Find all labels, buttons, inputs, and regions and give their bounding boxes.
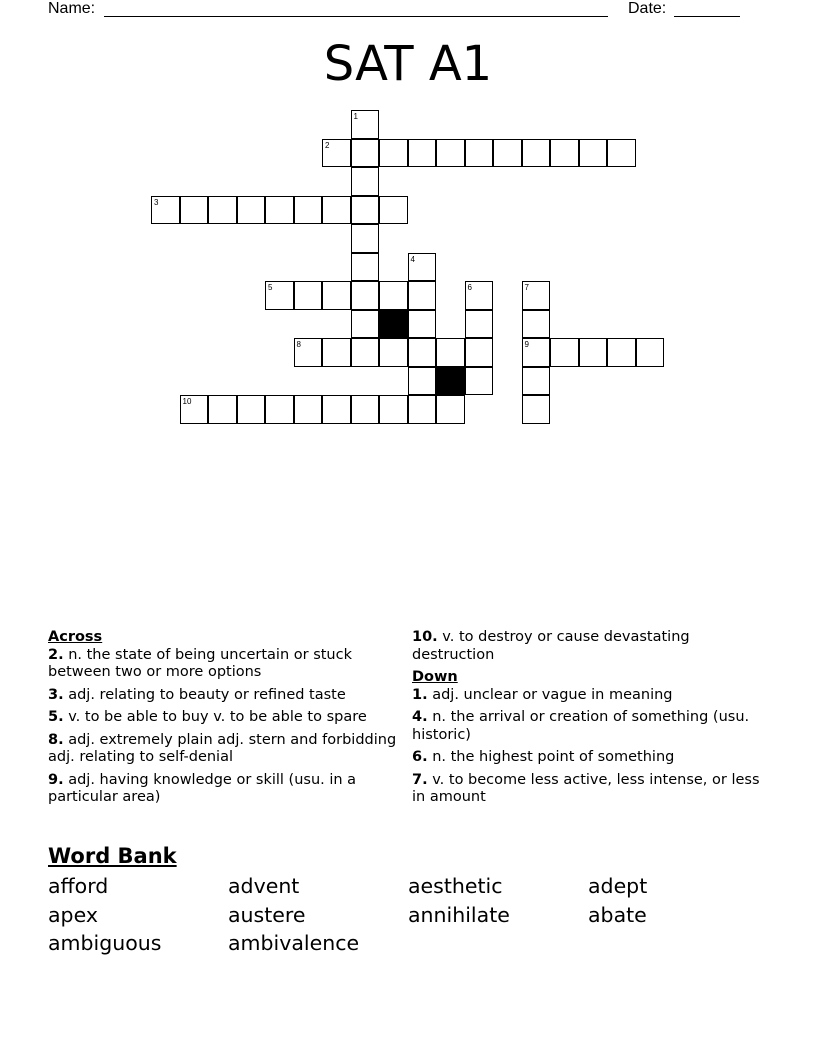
clue-down-6 [412, 749, 762, 767]
word-bank-item: aesthetic [408, 874, 503, 898]
crossword-cell[interactable] [522, 395, 551, 424]
crossword-cell[interactable] [351, 196, 380, 225]
crossword-cell[interactable] [322, 395, 351, 424]
clue-text: v. to destroy or cause devastating destruction [412, 629, 690, 663]
clue-text: adj. extremely plain adj. stern and forbidding adj. relating to self-denial [48, 731, 397, 765]
crossword-cell[interactable] [322, 338, 351, 367]
word-bank-item: advent [228, 874, 300, 898]
clue-number-label: 5 [268, 283, 273, 292]
clue-number: 7. [412, 771, 428, 788]
crossword-cell[interactable] [579, 139, 608, 168]
crossword-cell[interactable] [465, 338, 494, 367]
crossword-cell[interactable] [294, 281, 323, 310]
crossword-cell[interactable] [322, 139, 351, 168]
word-bank-item: ambiguous [48, 931, 162, 955]
crossword-cell[interactable] [379, 395, 408, 424]
crossword-cell[interactable] [436, 395, 465, 424]
crossword-cell[interactable] [465, 367, 494, 396]
clue-number: 9. [48, 771, 64, 788]
crossword-cell[interactable] [351, 338, 380, 367]
crossword-cell[interactable] [522, 139, 551, 168]
crossword-cell[interactable] [522, 281, 551, 310]
crossword-cell[interactable] [579, 338, 608, 367]
crossword-cell[interactable] [351, 110, 380, 139]
crossword-cell[interactable] [607, 139, 636, 168]
clue-text: n. the arrival or creation of something (usu. historic) [412, 709, 750, 743]
crossword-cell[interactable] [237, 395, 266, 424]
crossword-cell[interactable] [607, 338, 636, 367]
word-bank-item: apex [48, 903, 98, 927]
clue-down-7 [412, 772, 762, 807]
crossword-cell[interactable] [522, 338, 551, 367]
word-bank-item: austere [228, 903, 306, 927]
crossword-block [379, 310, 408, 339]
clue-number: 6. [412, 749, 428, 765]
crossword-cell[interactable] [180, 196, 209, 225]
crossword-cell[interactable] [322, 281, 351, 310]
crossword-cell[interactable] [351, 167, 380, 196]
crossword-cell[interactable] [208, 395, 237, 424]
word-bank-item: afford [48, 874, 109, 898]
crossword-cell[interactable] [465, 310, 494, 339]
crossword-cell[interactable] [408, 139, 437, 168]
crossword-cell[interactable] [322, 196, 351, 225]
crossword-cell[interactable] [265, 395, 294, 424]
crossword-cell[interactable] [379, 338, 408, 367]
crossword-cell[interactable] [493, 139, 522, 168]
clue-number-label: 8 [296, 340, 301, 349]
crossword-cell[interactable] [408, 253, 437, 282]
date-label: Date: [628, 0, 667, 17]
page-title: SAT A1 [323, 36, 493, 92]
clue-across-8 [48, 732, 398, 767]
clue-across-9 [48, 772, 398, 807]
crossword-cell[interactable] [465, 139, 494, 168]
crossword-cell[interactable] [522, 310, 551, 339]
crossword-cell[interactable] [379, 281, 408, 310]
clue-number-label: 1 [353, 112, 358, 121]
crossword-cell[interactable] [351, 310, 380, 339]
clues-column-right [412, 629, 762, 812]
clue-number: 1. [412, 686, 428, 703]
crossword-cell[interactable] [408, 338, 437, 367]
clue-number-label: 2 [325, 140, 330, 150]
clue-across-10 [412, 629, 762, 664]
clue-number: 4. [412, 709, 428, 725]
clue-number-label: 4 [410, 254, 415, 264]
clue-across-3 [48, 687, 398, 705]
crossword-cell[interactable] [180, 395, 209, 424]
crossword-cell[interactable] [408, 281, 437, 310]
crossword-cell[interactable] [408, 367, 437, 396]
crossword-cell[interactable] [351, 395, 380, 424]
clue-text: adj. having knowledge or skill (usu. in a particular area) [48, 771, 357, 805]
crossword-cell[interactable] [522, 367, 551, 396]
crossword-cell[interactable] [294, 196, 323, 225]
clue-number: 3. [48, 686, 64, 703]
clue-across-2 [48, 647, 398, 682]
clue-number: 5. [48, 709, 64, 725]
clue-text: n. the state of being uncertain or stuck between two or more options [48, 646, 352, 680]
word-bank-item: abate [588, 903, 647, 927]
clue-number-label: 3 [154, 197, 159, 207]
across-heading: Across [48, 629, 103, 645]
word-bank-item: ambivalence [228, 931, 360, 955]
crossword-cell[interactable] [265, 281, 294, 310]
name-label: Name: [48, 0, 96, 17]
crossword-cell[interactable] [550, 338, 579, 367]
crossword-cell[interactable] [465, 281, 494, 310]
clue-down-1 [412, 687, 762, 705]
clue-text: adj. relating to beauty or refined taste [63, 686, 346, 703]
word-bank-title: Word Bank [48, 844, 177, 868]
crossword-cell[interactable] [237, 196, 266, 225]
clue-number-label: 6 [467, 283, 472, 292]
clue-number: 8. [48, 731, 64, 748]
crossword-cell[interactable] [151, 196, 180, 225]
crossword-cell[interactable] [351, 281, 380, 310]
clue-number-label: 9 [524, 340, 529, 349]
clue-text: v. to be able to buy v. to be able to spare [63, 709, 367, 725]
crossword-cell[interactable] [208, 196, 237, 225]
crossword-cell[interactable] [351, 253, 380, 282]
crossword-block [436, 367, 465, 396]
clues-column-left [48, 629, 398, 812]
crossword-cell[interactable] [379, 139, 408, 168]
clue-number-label: 10 [182, 397, 192, 406]
crossword-cell[interactable] [294, 338, 323, 367]
clue-text: adj. unclear or vague in meaning [427, 686, 673, 703]
clue-down-4 [412, 709, 762, 744]
clue-across-5 [48, 709, 398, 727]
crossword-cell[interactable] [436, 338, 465, 367]
clue-text: n. the highest point of something [427, 749, 675, 765]
crossword-cell[interactable] [265, 196, 294, 225]
clue-number: 10. [412, 629, 438, 645]
crossword-cell[interactable] [294, 395, 323, 424]
word-bank-item: adept [588, 874, 648, 898]
down-heading: Down [412, 669, 458, 685]
crossword-cell[interactable] [550, 139, 579, 168]
crossword-cell[interactable] [351, 224, 380, 253]
crossword-cell[interactable] [436, 139, 465, 168]
crossword-cell[interactable] [636, 338, 665, 367]
crossword-cell[interactable] [379, 196, 408, 225]
crossword-cell[interactable] [408, 395, 437, 424]
word-bank-item: annihilate [408, 903, 510, 927]
crossword-cell[interactable] [408, 310, 437, 339]
crossword-cell[interactable] [351, 139, 380, 168]
crossword-grid [0, 0, 816, 450]
clue-number: 2. [48, 646, 64, 663]
clue-text: v. to become less active, less intense, or less in amount [412, 771, 760, 805]
clue-number-label: 7 [524, 283, 529, 292]
